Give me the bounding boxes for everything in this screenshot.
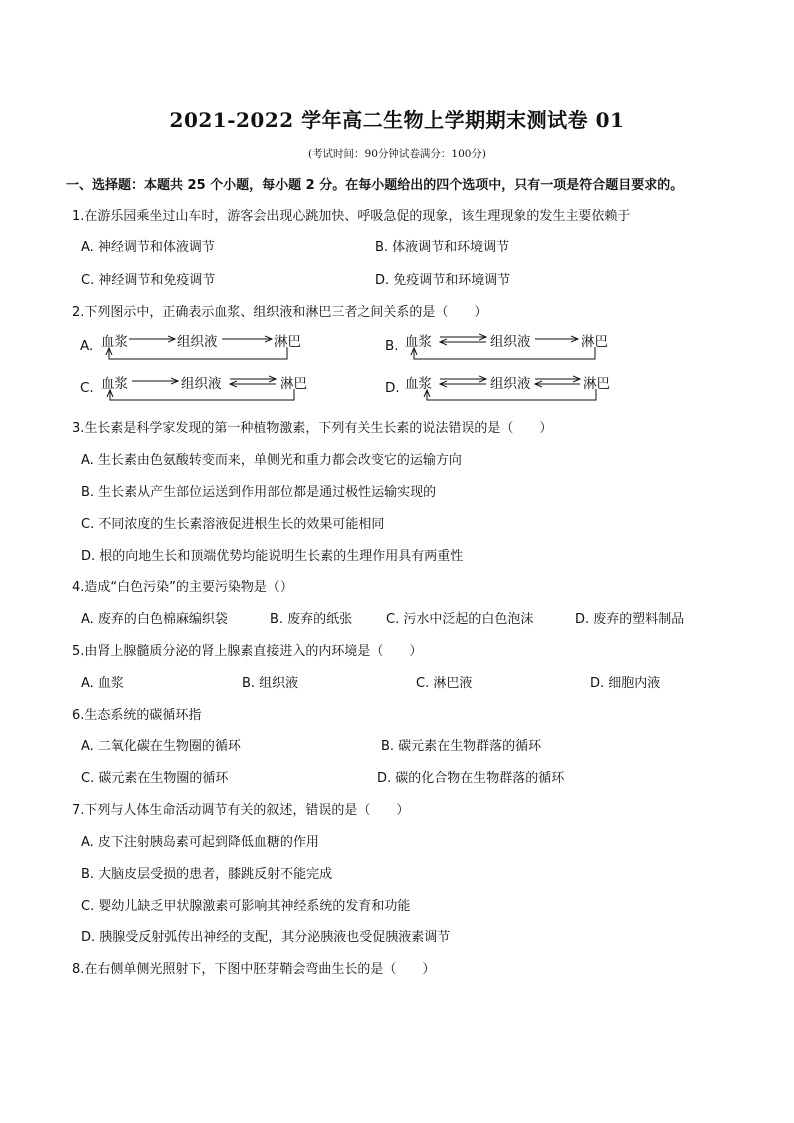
question-3-stem: 3.生长素是科学家发现的第一种植物激素，下列有关生长素的说法错误的是（ ） <box>72 421 553 436</box>
question-2-option-a-letter[interactable]: A. <box>80 338 94 354</box>
question-5-stem: 5.由肾上腺髓质分泌的肾上腺素直接进入的内环境是（ ） <box>72 644 423 659</box>
question-6-stem: 6.生态系统的碳循环指 <box>72 708 202 723</box>
diagram-a-tissue-fluid: 组织液 <box>177 334 218 350</box>
question-3-option-b[interactable]: B. 生长素从产生部位运送到作用部位都是通过极性运输实现的 <box>81 485 437 500</box>
diagram-b-plasma: 血浆 <box>405 334 432 350</box>
question-1-option-c[interactable]: C. 神经调节和免疫调节 <box>81 273 216 288</box>
question-2-stem: 2.下列图示中，正确表示血浆、组织液和淋巴三者之间关系的是（ ） <box>72 305 488 320</box>
question-6-option-d[interactable]: D. 碳的化合物在生物群落的循环 <box>377 771 565 786</box>
diagram-c-lymph: 淋巴 <box>280 376 307 392</box>
section-header: 一、选择题：本题共 25 个小题，每小题 2 分。在每小题给出的四个选项中，只有一项是符合题目要求的。 <box>66 178 684 193</box>
question-4-stem: 4.造成“白色污染”的主要污染物是（） <box>72 580 293 595</box>
diagram-b-lymph: 淋巴 <box>581 334 608 350</box>
question-5-option-d[interactable]: D. 细胞内液 <box>590 676 661 691</box>
diagram-d-lymph: 淋巴 <box>583 376 610 392</box>
question-7-option-b[interactable]: B. 大脑皮层受损的患者，膝跳反射不能完成 <box>81 867 333 882</box>
question-6-option-c[interactable]: C. 碳元素在生物圈的循环 <box>81 771 229 786</box>
diagram-b-tissue-fluid: 组织液 <box>490 334 531 350</box>
question-5-option-c[interactable]: C. 淋巴液 <box>416 676 473 691</box>
question-1-stem: 1.在游乐园乘坐过山车时，游客会出现心跳加快、呼吸急促的现象，该生理现象的发生主要依赖于 <box>72 209 631 224</box>
question-2-option-b-letter[interactable]: B. <box>385 338 399 354</box>
question-2-option-c-letter[interactable]: C. <box>80 380 94 396</box>
question-4-option-b[interactable]: B. 废弃的纸张 <box>270 612 353 627</box>
diagram-d-plasma: 血浆 <box>405 376 432 392</box>
question-3-option-d[interactable]: D. 根的向地生长和顶端优势均能说明生长素的生理作用具有两重性 <box>81 549 464 564</box>
diagram-c-tissue-fluid: 组织液 <box>181 376 222 392</box>
question-6-option-a[interactable]: A. 二氧化碳在生物圈的循环 <box>81 739 241 754</box>
question-7-stem: 7.下列与人体生命活动调节有关的叙述，错误的是（ ） <box>72 803 410 818</box>
question-2-option-d-letter[interactable]: D. <box>385 380 400 396</box>
question-7-option-d[interactable]: D. 胰腺受反射弧传出神经的支配，其分泌胰液也受促胰液素调节 <box>81 930 451 945</box>
question-3-option-a[interactable]: A. 生长素由色氨酸转变而来，单侧光和重力都会改变它的运输方向 <box>81 453 462 468</box>
question-1-option-d[interactable]: D. 免疫调节和环境调节 <box>375 273 511 288</box>
question-7-option-c[interactable]: C. 婴幼儿缺乏甲状腺激素可影响其神经系统的发育和功能 <box>81 899 411 914</box>
question-4-option-a[interactable]: A. 废弃的白色棉麻编织袋 <box>81 612 228 627</box>
diagram-a-plasma: 血浆 <box>101 334 128 350</box>
question-1-option-b[interactable]: B. 体液调节和环境调节 <box>375 240 510 255</box>
exam-info: (考试时间：90分钟试卷满分：100分) <box>307 148 487 160</box>
diagram-c-plasma: 血浆 <box>101 376 128 392</box>
question-8-stem: 8.在右侧单侧光照射下，下图中胚芽鞘会弯曲生长的是（ ） <box>72 962 436 977</box>
question-1-option-a[interactable]: A. 神经调节和体液调节 <box>81 240 215 255</box>
page-title: 2021-2022 学年高二生物上学期期末测试卷 01 <box>169 108 625 132</box>
question-5-option-b[interactable]: B. 组织液 <box>242 676 299 691</box>
diagram-a-lymph: 淋巴 <box>274 334 301 350</box>
question-5-option-a[interactable]: A. 血浆 <box>81 676 124 691</box>
question-4-option-c[interactable]: C. 污水中泛起的白色泡沫 <box>386 612 534 627</box>
question-3-option-c[interactable]: C. 不同浓度的生长素溶液促进根生长的效果可能相同 <box>81 517 385 532</box>
question-7-option-a[interactable]: A. 皮下注射胰岛素可起到降低血糖的作用 <box>81 835 319 850</box>
diagram-d-tissue-fluid: 组织液 <box>490 376 531 392</box>
question-6-option-b[interactable]: B. 碳元素在生物群落的循环 <box>381 739 542 754</box>
question-4-option-d[interactable]: D. 废弃的塑料制品 <box>575 612 685 627</box>
